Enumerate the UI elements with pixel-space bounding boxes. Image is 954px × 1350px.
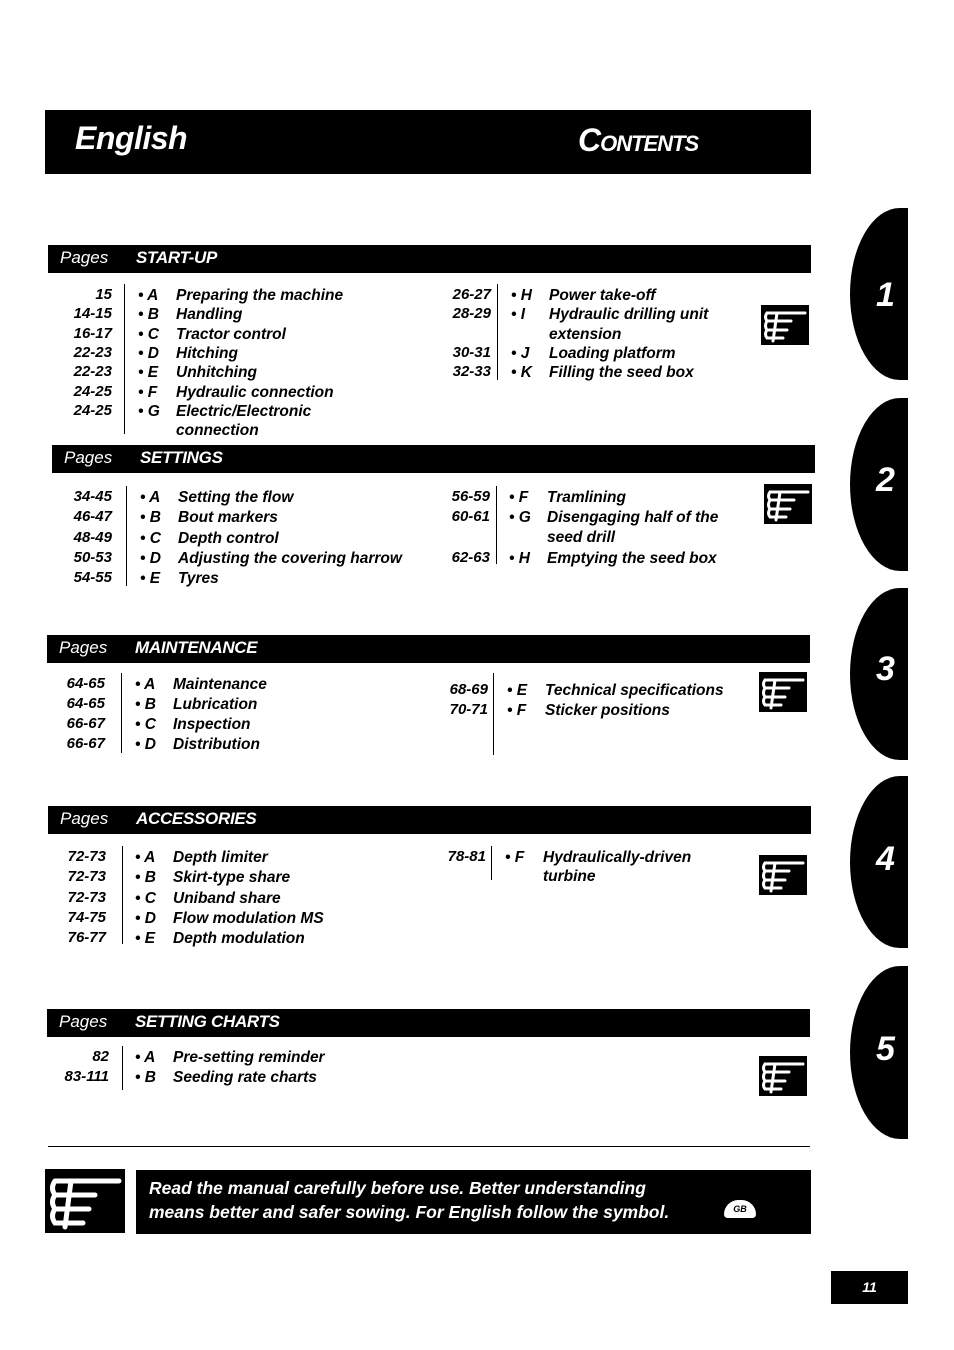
entry-page: 64-65	[66, 695, 105, 712]
entry-title: Uniband share	[173, 889, 281, 907]
entry-title: Filling the seed box	[549, 364, 694, 382]
entry-title: Maintenance	[173, 676, 267, 693]
entry-page: 34-45	[73, 488, 112, 505]
entry-page: 74-75	[67, 908, 106, 926]
entry-title: Depth modulation	[173, 930, 305, 948]
entry-title: Handling	[176, 306, 243, 324]
notice-line-2: means better and safer sowing. For English follow the symbol.	[149, 1202, 670, 1222]
chapter-tab-5[interactable]	[850, 966, 908, 1139]
pages-label: Pages	[60, 248, 109, 267]
gb-badge: GB	[724, 1200, 756, 1218]
entry-page: 22-23	[73, 363, 112, 381]
chapter-tab-3[interactable]	[850, 588, 908, 760]
pointing-hand-icon	[759, 672, 807, 712]
section-header-start-up	[48, 245, 811, 273]
entry-page: 46-47	[73, 508, 112, 526]
entry-title: Power take-off	[549, 287, 656, 304]
tab-number: 4	[876, 840, 895, 878]
entry-title: Tyres	[178, 570, 219, 588]
chapter-tab-4[interactable]	[850, 776, 908, 948]
entry-page: 83-111	[64, 1068, 109, 1085]
section-title: ACCESSORIES	[136, 809, 257, 828]
entry-page: 62-63	[451, 548, 490, 566]
column-divider	[122, 846, 123, 944]
section-title: MAINTENANCE	[135, 638, 258, 657]
entry-page: 48-49	[73, 528, 112, 546]
column-divider	[124, 284, 125, 434]
pointing-hand-icon	[761, 305, 809, 345]
entry-title: Hitching	[176, 344, 238, 362]
tab-number: 2	[876, 461, 895, 499]
entry-page: 54-55	[73, 569, 112, 587]
entry-title: Hydraulically-driven turbine	[543, 849, 692, 886]
column-divider	[122, 1046, 123, 1090]
entry-title: Lubrication	[173, 696, 258, 713]
entry-page: 72-73	[67, 848, 106, 865]
entry-title: Technical specifications	[545, 682, 724, 699]
entry-letter: • B	[135, 1069, 156, 1086]
entry-letter: • B	[138, 306, 159, 324]
entry-page: 70-71	[449, 701, 488, 718]
entry-title: Tramlining	[547, 489, 626, 506]
entry-letter: • F	[138, 383, 158, 401]
entry-letter: • B	[140, 509, 161, 527]
entry-page: 76-77	[67, 929, 106, 947]
entry-title: Bout markers	[178, 509, 278, 527]
entry-title: Depth control	[178, 529, 279, 547]
pages-label: Pages	[60, 809, 109, 828]
entry-title: Tractor control	[176, 325, 286, 343]
chapter-tab-2[interactable]	[850, 398, 908, 571]
section-header-maintenance	[47, 635, 810, 663]
entry-title: Seeding rate charts	[173, 1069, 317, 1086]
entry-letter: • C	[140, 529, 161, 547]
entry-page: 16-17	[73, 324, 112, 342]
entry-page: 56-59	[451, 488, 490, 505]
entry-letter: • B	[135, 869, 156, 887]
entry-letter: • H	[509, 549, 530, 567]
pages-label: Pages	[64, 448, 113, 467]
entry-letter: • C	[138, 325, 159, 343]
entry-title: Hydraulic drilling unit extension	[549, 306, 709, 343]
entry-title: Disengaging half of the seed drill	[547, 509, 719, 546]
entry-letter: • F	[505, 849, 525, 866]
entry-letter: • D	[135, 909, 156, 927]
entry-page: 28-29	[452, 305, 491, 323]
entry-letter: • F	[507, 702, 527, 719]
entry-page: 68-69	[449, 681, 488, 698]
entry-page: 66-67	[66, 715, 105, 732]
entry-letter: • E	[138, 364, 159, 382]
column-divider	[493, 673, 494, 755]
pages-label: Pages	[59, 638, 108, 657]
column-divider	[497, 284, 498, 380]
entry-page: 60-61	[451, 508, 490, 526]
entry-title: Distribution	[173, 736, 260, 753]
tab-number: 1	[876, 276, 895, 314]
entry-letter: • E	[140, 570, 161, 588]
section-header-settings	[52, 445, 815, 473]
entry-letter: • E	[507, 682, 528, 699]
divider	[48, 1146, 810, 1147]
entry-letter: • I	[511, 306, 526, 324]
entry-letter: • A	[140, 489, 161, 506]
language-title: English	[75, 120, 188, 156]
entry-letter: • E	[135, 930, 156, 948]
column-divider	[491, 846, 492, 880]
entry-page: 32-33	[452, 363, 491, 381]
entry-letter: • C	[135, 716, 156, 733]
tab-number: 3	[876, 650, 895, 688]
entry-letter: • J	[511, 344, 530, 362]
entry-letter: • D	[138, 344, 159, 362]
column-divider	[126, 486, 127, 586]
entry-title: Sticker positions	[545, 702, 670, 719]
section-title: SETTING CHARTS	[135, 1012, 280, 1031]
pointing-hand-icon	[759, 855, 807, 895]
entry-title: Skirt-type share	[173, 869, 291, 887]
section-header-setting-charts	[47, 1009, 810, 1037]
entry-title: Loading platform	[549, 344, 676, 362]
entry-title: Setting the flow	[178, 489, 294, 506]
section-header-accessories	[48, 806, 811, 834]
entry-letter: • B	[135, 696, 156, 713]
entry-title: Depth limiter	[173, 849, 268, 866]
entry-page: 82	[92, 1048, 109, 1065]
pages-label: Pages	[59, 1012, 108, 1031]
section-title: START-UP	[136, 248, 218, 267]
entry-title: Flow modulation MS	[173, 909, 324, 927]
chapter-tab-1[interactable]	[850, 208, 908, 380]
section-title: SETTINGS	[140, 448, 223, 467]
entry-title: Electric/Electronic connection	[176, 402, 312, 440]
entry-letter: • C	[135, 889, 156, 907]
entry-title: Unhitching	[176, 364, 257, 382]
entry-title: Hydraulic connection	[176, 383, 334, 401]
entry-page: 72-73	[67, 888, 106, 906]
entry-letter: • G	[509, 509, 531, 527]
entry-page: 24-25	[73, 382, 112, 400]
entry-title: Inspection	[173, 716, 251, 733]
entry-letter: • H	[511, 287, 532, 304]
entry-title: Emptying the seed box	[547, 549, 717, 567]
entry-page: 50-53	[73, 548, 112, 566]
entry-letter: • F	[509, 489, 529, 506]
pointing-hand-icon	[45, 1169, 125, 1233]
entry-page: 64-65	[66, 675, 105, 692]
column-divider	[121, 673, 122, 753]
entry-letter: • K	[511, 364, 532, 382]
notice-line-1: Read the manual carefully before use. Better understanding	[149, 1178, 646, 1198]
entry-letter: • G	[138, 402, 160, 420]
contents-title: Contents	[578, 122, 699, 158]
entry-letter: • D	[140, 549, 161, 567]
entry-title: Pre-setting reminder	[173, 1049, 325, 1066]
column-divider	[496, 486, 497, 564]
pointing-hand-icon	[759, 1056, 807, 1096]
entry-letter: • D	[135, 736, 156, 753]
entry-page: 22-23	[73, 343, 112, 361]
entry-page: 78-81	[447, 848, 486, 865]
entry-page: 14-15	[73, 305, 112, 323]
entry-title: Preparing the machine	[176, 287, 344, 304]
tab-number: 5	[876, 1030, 895, 1068]
pointing-hand-icon	[764, 484, 812, 524]
entry-page: 15	[95, 286, 112, 303]
entry-letter: • A	[135, 849, 156, 866]
entry-page: 30-31	[452, 343, 491, 361]
entry-page: 26-27	[452, 286, 491, 303]
entry-letter: • A	[138, 287, 159, 304]
entry-page: 66-67	[66, 735, 105, 752]
entry-page: 24-25	[73, 401, 112, 419]
entry-letter: • A	[135, 676, 156, 693]
entry-title: Adjusting the covering harrow	[178, 549, 402, 567]
page-number: 11	[831, 1271, 908, 1304]
entry-page: 72-73	[67, 868, 106, 886]
entry-letter: • A	[135, 1049, 156, 1066]
